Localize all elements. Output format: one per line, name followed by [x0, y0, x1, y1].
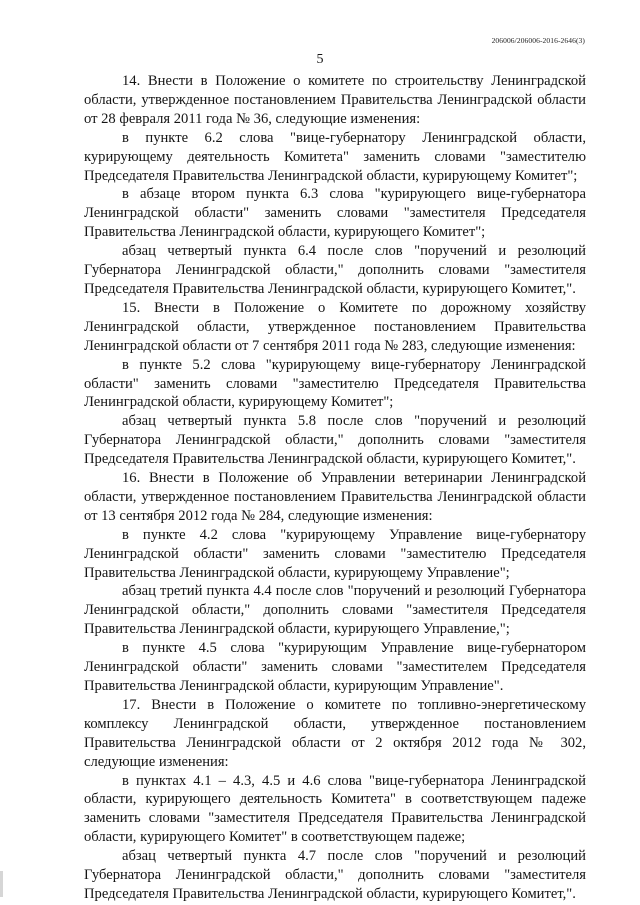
- paragraph-17-item-4-7: абзац четвертый пункта 4.7 после слов "поручений и резолюций Губернатора Ленинградской области," дополнить словами "заместителя Председателя Правительства Ленинградской области, курирующего Комитет,".: [84, 848, 586, 902]
- paragraph-16-intro: 16. Внести в Положение об Управлении ветеринарии Ленинградской области, утвержденное постановлением Правительства Ленинградской области от 13 сентября 2012 года № 284, следующие изменения:: [84, 470, 586, 524]
- document-body: [84, 72, 586, 904]
- paragraph-15-item-5-8: абзац четвертый пункта 5.8 после слов "поручений и резолюций Губернатора Ленинградской области," дополнить словами "заместителя Председателя Правительства Ленинградской области, курирующего Комитет,".: [84, 413, 586, 468]
- paragraph-15-item-5-2: в пункте 5.2 слова "курирующему вице-губернатору Ленинградской области" заменить словами "заместителю Председателя Правительства Ленинградской области, курирующему Комитет";: [84, 356, 586, 411]
- page-number: 5: [316, 52, 324, 67]
- paragraph-14-item-6-2: в пункте 6.2 слова "вице-губернатору Ленинградской области, курирующему деятельность Комитета" заменить словами "заместителю Председателя Правительства Ленинградской области, курирующему Комитет";: [84, 129, 586, 184]
- paragraph-14-item-6-4: абзац четвертый пункта 6.4 после слов "поручений и резолюций Губернатора Ленинградской области," дополнить словами "заместителя Председателя Правительства Ленинградской области, курирующего Комитет,".: [84, 243, 586, 297]
- paragraph-16-item-4-5: в пункте 4.5 слова "курирующим Управление вице-губернатором Ленинградской области" заменить словами "заместителем Председателя Правительства Ленинградской области, курирующим Управление".: [84, 640, 586, 694]
- document-code: 206006/206006-2016-2646(3): [491, 36, 585, 45]
- paragraph-16-item-4-4: абзац третий пункта 4.4 после слов "поручений и резолюций Губернатора Ленинградской области," дополнить словами "заместителя Председателя Правительства Ленинградской области, курирующего Управление,";: [84, 583, 586, 638]
- paragraph-16-item-4-2: в пункте 4.2 слова "курирующему Управление вице-губернатору Ленинградской области" заменить словами "заместителю Председателя Правительства Ленинградской области, курирующему Управление";: [84, 526, 586, 581]
- paragraph-14-item-6-3: в абзаце втором пункта 6.3 слова "курирующего вице-губернатора Ленинградской области" заменить словами "заместителя Председателя Правительства Ленинградской области, курирующего Комитет";: [84, 186, 586, 241]
- scan-edge-mark: [0, 871, 3, 897]
- paragraph-15-intro: 15. Внести в Положение о Комитете по дорожному хозяйству Ленинградской области, утвержденное постановлением Правительства Ленинградской области от 7 сентября 2011 года № 283, следующие изменения:: [84, 299, 586, 354]
- paragraph-17-intro: 17. Внести в Положение о комитете по топливно-энергетическому комплексу Ленинградской области, утвержденное постановлением Правительства Ленинградской области от 2 октября 2012 года № 302, следующие изменения:: [84, 696, 586, 770]
- paragraph-17-items-4-1-4-6: в пунктах 4.1 – 4.3, 4.5 и 4.6 слова "вице-губернатора Ленинградской области, курирующего деятельность Комитета" в соответствующем падеже заменить словами "заместителя Председателя Правительства Ленинградской области, курирующего Комитет" в соответствующем падеже;: [84, 772, 586, 846]
- paragraph-14-intro: 14. Внести в Положение о комитете по строительству Ленинградской области, утвержденное постановлением Правительства Ленинградской области от 28 февраля 2011 года № 36, следующие изменения:: [84, 73, 586, 127]
